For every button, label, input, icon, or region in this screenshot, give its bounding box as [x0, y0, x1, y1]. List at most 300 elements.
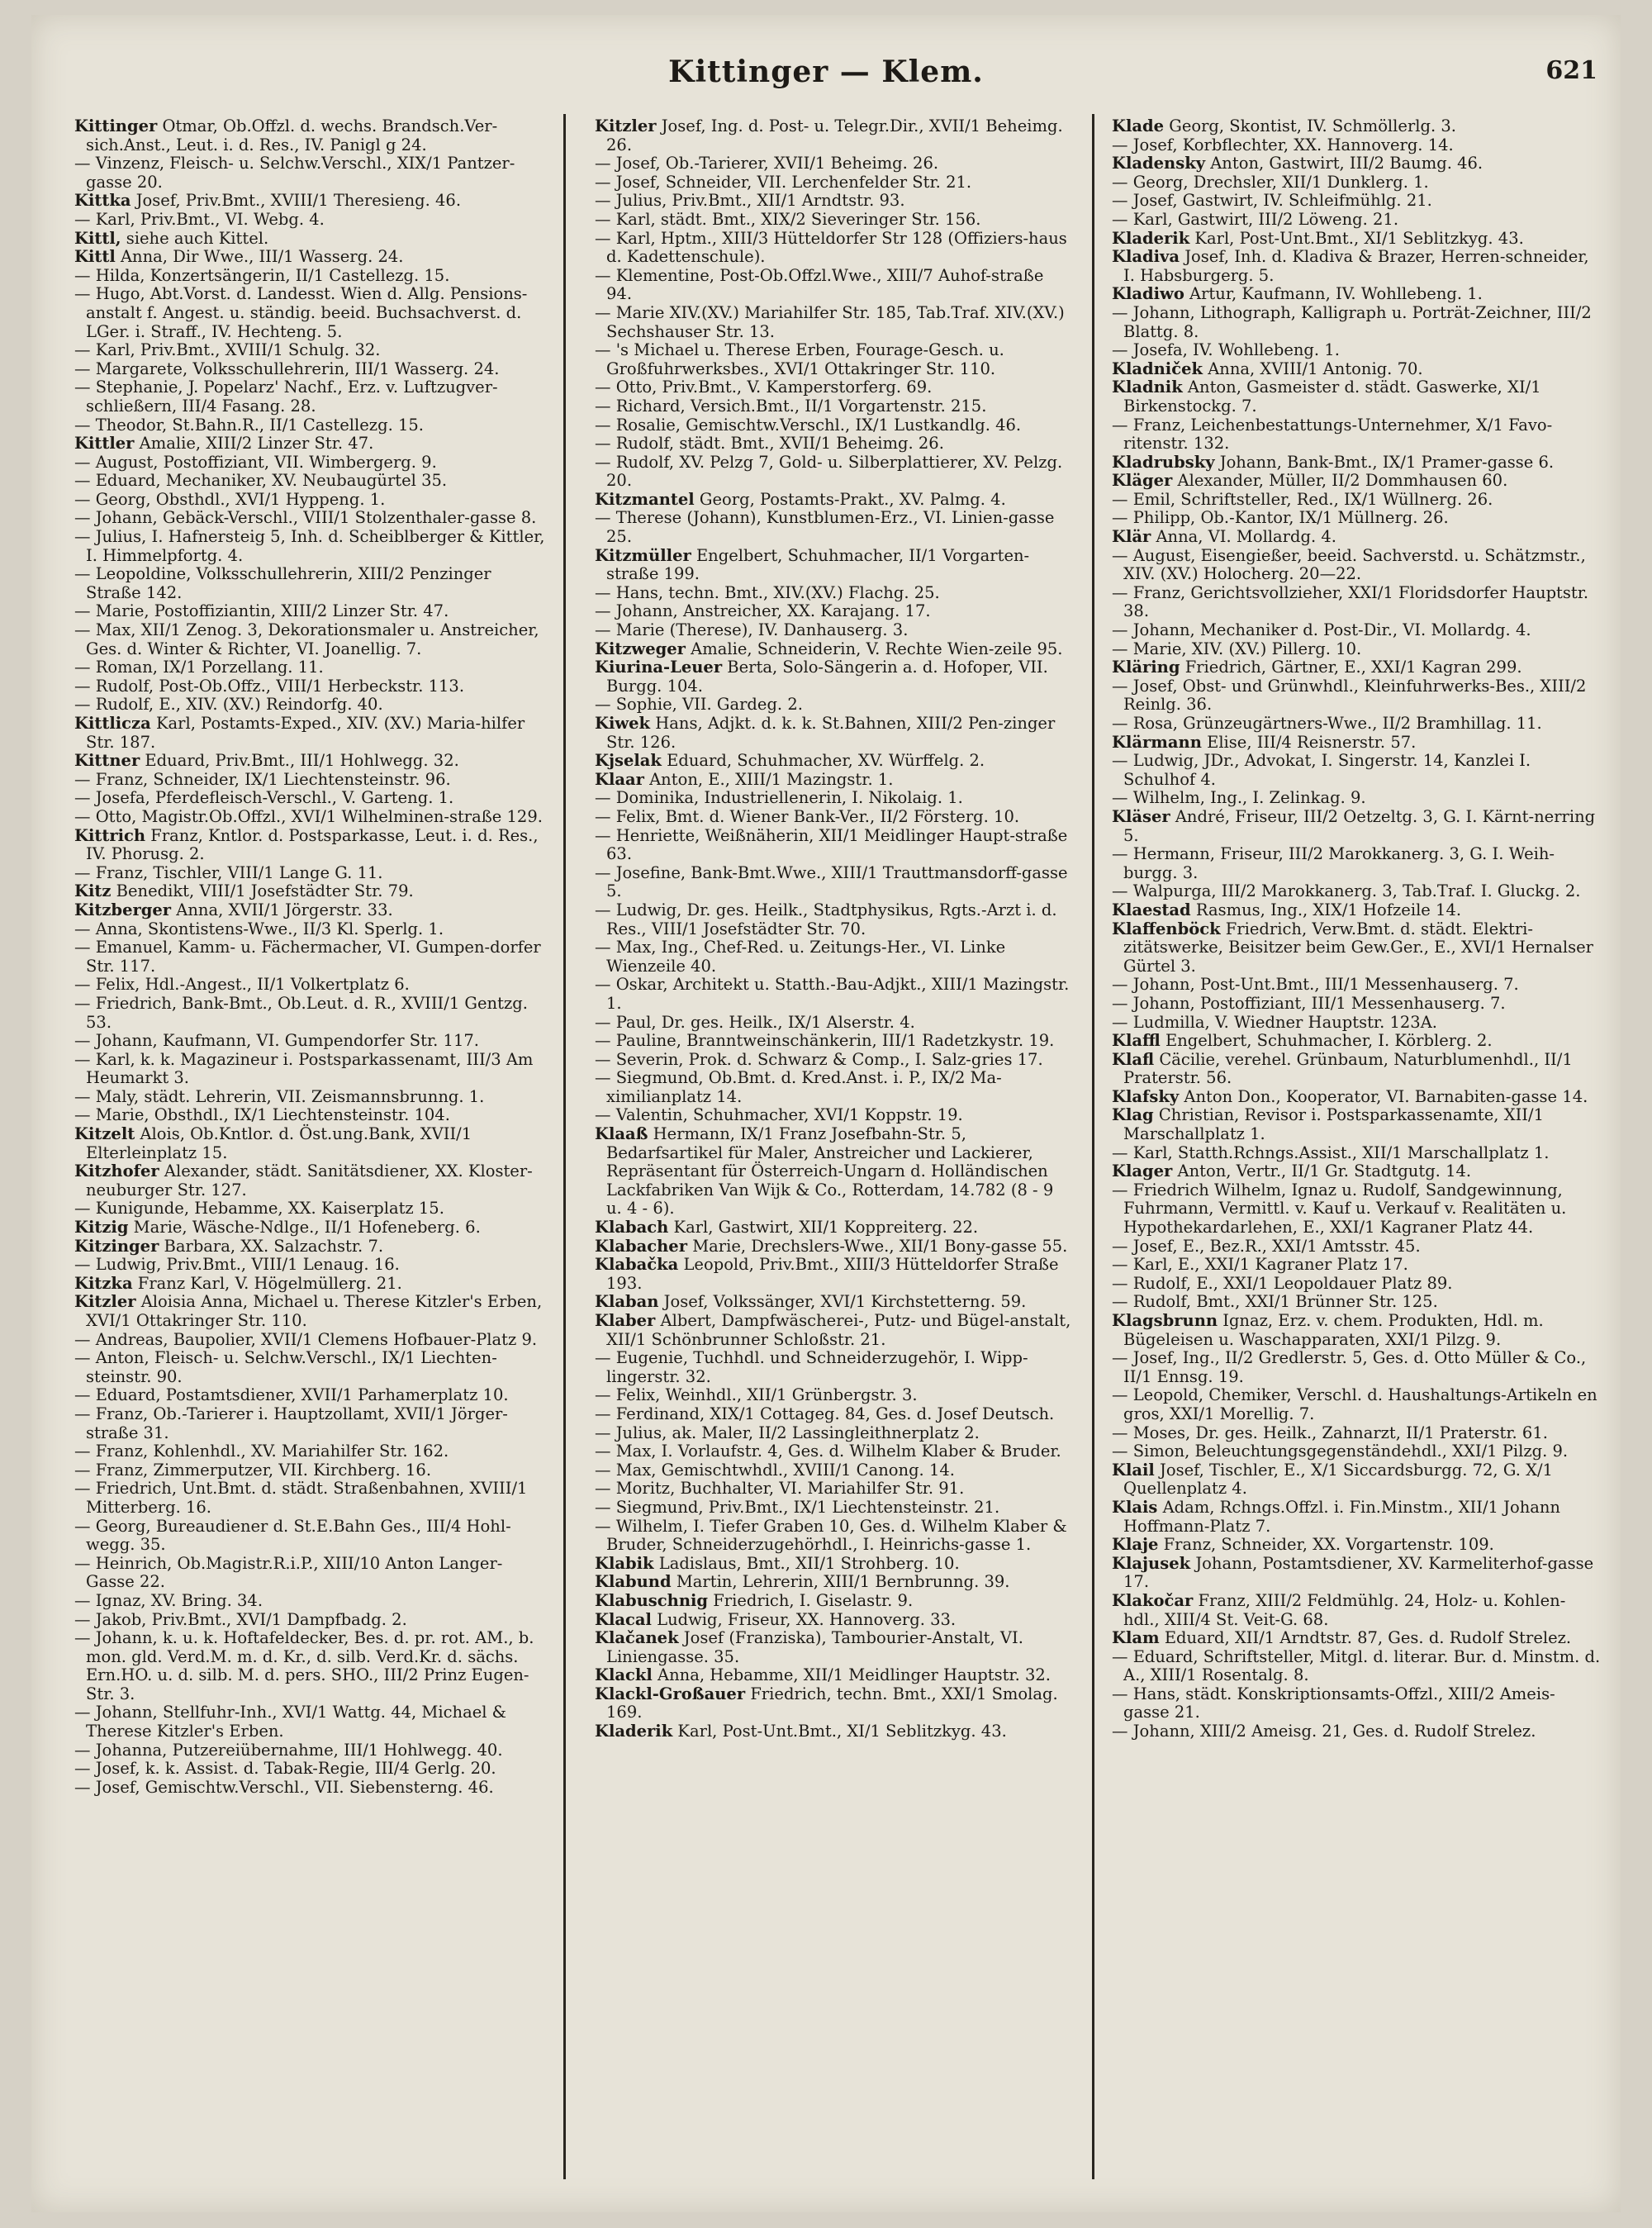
directory-entry: [74, 211, 545, 230]
entry-surname: Klag: [1112, 1105, 1154, 1125]
directory-entry: [1112, 230, 1601, 249]
entry-details: Friedrich, techn. Bmt., XXI/1 Smolag. 169.: [606, 1684, 1058, 1722]
directory-entry: [74, 602, 545, 621]
directory-entry: [74, 1461, 545, 1480]
entry-details: Amalie, Schneiderin, V. Rechte Wien-zeile 95.: [685, 639, 1063, 658]
entry-details: — Ludwig, Dr. ges. Heilk., Stadtphysikus, Rgts.-Arzt i. d. Res., VIII/1 Josefstädter Str. 70.: [595, 900, 1057, 938]
directory-column-3: [1112, 117, 1601, 2183]
entry-details: Adam, Rchngs.Offzl. i. Fin.Minstm., XII/1 Johann Hoffmann-Platz 7.: [1123, 1497, 1560, 1536]
entry-surname: Klafsky: [1112, 1086, 1180, 1106]
entry-details: Johann, Postamtsdiener, XV. Karmeliterhof-gasse 17.: [1123, 1553, 1594, 1592]
directory-entry: [1112, 1536, 1601, 1555]
directory-entry: [1112, 1722, 1601, 1741]
directory-entry: [595, 1555, 1074, 1574]
entry-surname: Kitzka: [74, 1273, 133, 1293]
page-number: 621: [1545, 56, 1597, 85]
entry-details: — Emanuel, Kamm- u. Fächermacher, VI. Gumpen-dorfer Str. 117.: [74, 938, 541, 976]
entry-details: — Rudolf, Post-Ob.Offz., VIII/1 Herbeckstr. 113.: [74, 676, 465, 696]
directory-entry: [1112, 1256, 1601, 1275]
entry-details: — Marie, Obsthdl., IX/1 Liechtensteinstr. 104.: [74, 1105, 450, 1125]
entry-details: Josef, Volkssänger, XVI/1 Kirchstetterng. 59.: [658, 1292, 1027, 1312]
running-head: Kittinger — Klem.: [668, 55, 984, 89]
entry-surname: Kitzhofer: [74, 1162, 159, 1181]
entry-details: — Therese (Johann), Kunstblumen-Erz., VI. Linien-gasse 25.: [595, 508, 1055, 547]
entry-details: — Rudolf, Bmt., XXI/1 Brünner Str. 125.: [1112, 1292, 1438, 1312]
entry-details: — Klementine, Post-Ob.Offzl.Wwe., XIII/7 Auhof-straße 94.: [595, 265, 1044, 304]
directory-entry: [595, 1499, 1074, 1518]
directory-entry: [74, 995, 545, 1032]
entry-details: — Valentin, Schuhmacher, XVI/1 Koppstr. 19.: [595, 1105, 963, 1125]
entry-details: Josef, Inh. d. Kladiva & Brazer, Herren-schneider, I. Habsburgerg. 5.: [1123, 247, 1589, 285]
directory-entry: [1112, 1106, 1601, 1143]
entry-details: — Eduard, Postamtsdiener, XVII/1 Parhamerplatz 10.: [74, 1385, 509, 1405]
entry-details: — Roman, IX/1 Porzellang. 11.: [74, 658, 324, 677]
entry-details: Friedrich, Gärtner, E., XXI/1 Kagran 299.: [1180, 658, 1522, 677]
entry-details: — Richard, Versich.Bmt., II/1 Vorgartenstr. 215.: [595, 396, 987, 416]
entry-details: — Johann, Post-Unt.Bmt., III/1 Messenhauserg. 7.: [1112, 975, 1519, 995]
entry-details: — Josef, Gastwirt, IV. Schleifmühlg. 21.: [1112, 191, 1432, 211]
entry-details: — Josefa, Pferdefleisch-Verschl., V. Garteng. 1.: [74, 788, 454, 808]
entry-surname: Kitzelt: [74, 1124, 135, 1144]
entry-details: — Emil, Schriftsteller, Red., IX/1 Wüllnerg. 26.: [1112, 489, 1493, 509]
directory-entry: [1112, 1442, 1601, 1461]
directory-entry: [595, 1461, 1074, 1480]
entry-details: — Georg, Drechsler, XII/1 Dunklerg. 1.: [1112, 172, 1429, 192]
entry-details: Friedrich, I. Giselastr. 9.: [708, 1590, 914, 1610]
directory-entry: [595, 1069, 1074, 1106]
entry-surname: Kittinger: [74, 117, 158, 135]
directory-entry: [595, 1312, 1074, 1349]
entry-details: — Philipp, Ob.-Kantor, IX/1 Müllnerg. 26.: [1112, 508, 1449, 528]
directory-entry: [74, 1238, 545, 1257]
entry-surname: Klaar: [595, 769, 644, 789]
directory-entry: [74, 360, 545, 379]
directory-entry: [595, 378, 1074, 397]
directory-entry: [1112, 192, 1601, 211]
directory-entry: [74, 1125, 545, 1162]
directory-entry: [74, 771, 545, 790]
entry-surname: Kiwek: [595, 714, 651, 733]
entry-surname: Kladerik: [595, 1722, 673, 1741]
directory-entry: [74, 696, 545, 715]
entry-details: — Ignaz, XV. Bring. 34.: [74, 1590, 263, 1610]
directory-entry: [595, 621, 1074, 640]
entry-details: — Felix, Hdl.-Angest., II/1 Volkertplatz 6.: [74, 975, 410, 995]
directory-entry: [595, 435, 1074, 454]
entry-details: — Felix, Weinhdl., XII/1 Grünbergstr. 3.: [595, 1385, 918, 1405]
directory-entry: [74, 1106, 545, 1125]
directory-entry: [595, 789, 1074, 808]
entry-surname: Klabund: [595, 1572, 672, 1592]
entry-details: — Josef, Ing., II/2 Gredlerstr. 5, Ges. d. Otto Müller & Co., II/1 Ennsg. 19.: [1112, 1348, 1587, 1386]
entry-details: Georg, Skontist, IV. Schmöllerlg. 3.: [1164, 117, 1456, 135]
directory-entry: [74, 1386, 545, 1405]
directory-entry: [1112, 789, 1601, 808]
directory-entry: [74, 1088, 545, 1107]
directory-entry: [1112, 1144, 1601, 1163]
entry-details: Christian, Revisor i. Postsparkassenamte, XII/1 Marschallplatz 1.: [1123, 1105, 1544, 1144]
entry-details: Aloisia Anna, Michael u. Therese Kitzler's Erben, XVI/1 Ottakringer Str. 110.: [86, 1292, 543, 1330]
entry-surname: Kjselak: [595, 751, 662, 771]
entry-details: Franz Karl, V. Högelmüllerg. 21.: [132, 1273, 402, 1293]
directory-entry: [595, 416, 1074, 435]
entry-surname: Kitzmantel: [595, 489, 695, 509]
directory-entry: [74, 1741, 545, 1760]
directory-entry: [74, 416, 545, 435]
directory-entry: [1112, 845, 1601, 882]
entry-details: — Rosalie, Gemischtw.Verschl., IX/1 Lustkandlg. 46.: [595, 415, 1022, 435]
entry-details: Marie, Drechslers-Wwe., XII/1 Bony-gasse 55.: [687, 1236, 1068, 1256]
directory-entry: [595, 454, 1074, 491]
entry-surname: Klaje: [1112, 1535, 1159, 1555]
entry-details: Anton, Gastwirt, III/2 Baumg. 46.: [1205, 154, 1483, 173]
directory-entry: [74, 1331, 545, 1350]
entry-details: Benedikt, VIII/1 Josefstädter Str. 79.: [111, 881, 414, 901]
directory-entry: [74, 491, 545, 510]
entry-surname: Kitzler: [74, 1292, 136, 1312]
entry-details: — Franz, Gerichtsvollzieher, XXI/1 Floridsdorfer Hauptstr. 38.: [1112, 582, 1589, 621]
entry-details: Anton Don., Kooperator, VI. Barnabiten-gasse 14.: [1179, 1086, 1588, 1106]
entry-surname: Kittler: [74, 434, 135, 454]
directory-entry: [595, 658, 1074, 696]
directory-entry: [1112, 416, 1601, 454]
entry-surname: Klabach: [595, 1218, 669, 1238]
directory-entry: [595, 1592, 1074, 1611]
directory-entry: [1112, 621, 1601, 640]
entry-details: Alexander, Müller, II/2 Dommhausen 60.: [1172, 471, 1508, 491]
entry-details: — Johann, Lithograph, Kalligraph u. Porträt-Zeichner, III/2 Blattg. 8.: [1112, 302, 1592, 341]
directory-entry: [74, 789, 545, 808]
directory-entry: [595, 547, 1074, 584]
entry-details: — Julius, I. Hafnersteig 5, Inh. d. Scheiblberger & Kittler, I. Himmelpfortg. 4.: [74, 527, 545, 565]
entry-details: — Marie XIV.(XV.) Mariahilfer Str. 185, Tab.Traf. XIV.(XV.) Sechshauser Str. 13.: [595, 302, 1065, 341]
directory-entry: [1112, 248, 1601, 285]
directory-entry: [74, 1405, 545, 1442]
directory-entry: [595, 211, 1074, 230]
directory-entry: [1112, 341, 1601, 360]
entry-details: — Johann, Gebäck-Verschl., VIII/1 Stolzenthaler-gasse 8.: [74, 508, 537, 528]
entry-surname: Klacal: [595, 1609, 652, 1629]
entry-details: — Franz, Schneider, IX/1 Liechtensteinstr. 96.: [74, 769, 451, 789]
entry-details: — August, Postoffiziant, VII. Wimbergerg. 9.: [74, 452, 437, 472]
entry-details: Anna, Hebamme, XII/1 Meidlinger Hauptstr. 32.: [652, 1665, 1051, 1685]
directory-entry: [1112, 304, 1601, 341]
directory-entry: [1112, 211, 1601, 230]
entry-surname: Klais: [1112, 1497, 1158, 1517]
entry-details: Leopold, Priv.Bmt., XIII/3 Hütteldorfer Straße 193.: [606, 1255, 1059, 1293]
entry-details: — Franz, Ob.-Tarierer i. Hauptzollamt, XVII/1 Jörger-straße 31.: [74, 1404, 508, 1442]
directory-entry: [74, 267, 545, 286]
entry-surname: Klackl: [595, 1665, 653, 1685]
directory-entry: [595, 1219, 1074, 1238]
entry-details: — Marie, Postoffiziantin, XIII/2 Linzer Str. 47.: [74, 601, 449, 621]
directory-entry: [74, 1219, 545, 1238]
entry-surname: Klabacher: [595, 1236, 687, 1256]
directory-entry: [595, 1238, 1074, 1257]
directory-entry: [74, 1442, 545, 1461]
directory-entry: [1112, 882, 1601, 901]
directory-entry: [1112, 1181, 1601, 1238]
directory-column-1: [74, 117, 545, 2183]
entry-details: Alois, Ob.Kntlor. d. Öst.ung.Bank, XVII/1 Elterleinplatz 15.: [86, 1124, 472, 1162]
entry-surname: Klabuschnig: [595, 1590, 709, 1610]
entry-details: Ladislaus, Bmt., XII/1 Strohberg. 10.: [653, 1553, 960, 1573]
directory-entry: [595, 1685, 1074, 1722]
directory-entry: [595, 117, 1074, 154]
entry-details: — Karl, Priv.Bmt., VI. Webg. 4.: [74, 209, 325, 229]
entry-details: — Hugo, Abt.Vorst. d. Landesst. Wien d. Allg. Pensions-anstalt f. Angest. u. ständig. beeid. Buchsachverst. d. LGer. i. Straff., IV. Hechteng. 5.: [74, 284, 528, 341]
directory-entry: [74, 230, 545, 249]
entry-details: Anna, XVIII/1 Antonig. 70.: [1203, 359, 1423, 378]
entry-details: Berta, Solo-Sängerin a. d. Hofoper, VII. Burgg. 104.: [606, 658, 1048, 696]
directory-entry: [1112, 1555, 1601, 1592]
directory-entry: [1112, 640, 1601, 659]
entry-details: Ignaz, Erz. v. chem. Produkten, Hdl. m. Bügeleisen u. Waschapparaten, XXI/1 Pilzg. 9.: [1123, 1311, 1544, 1349]
directory-entry: [1112, 1312, 1601, 1349]
column-rule: [1092, 114, 1094, 2179]
entry-details: — Maly, städt. Lehrerin, VII. Zeismannsbrunng. 1.: [74, 1086, 485, 1106]
directory-entry: [1112, 1349, 1601, 1386]
entry-details: Eduard, Priv.Bmt., III/1 Hohlwegg. 32.: [140, 751, 459, 771]
directory-entry: [595, 1611, 1074, 1630]
directory-entry: [1112, 1592, 1601, 1629]
entry-details: — Johann, Postoffiziant, III/1 Messenhauserg. 7.: [1112, 993, 1506, 1013]
entry-details: — Josef, E., Bez.R., XXI/1 Amtsstr. 45.: [1112, 1236, 1421, 1256]
directory-entry: [595, 1573, 1074, 1592]
entry-details: — Friedrich, Unt.Bmt. d. städt. Straßenbahnen, XVIII/1 Mitterberg. 16.: [74, 1479, 528, 1517]
directory-entry: [595, 1722, 1074, 1741]
entry-details: — Johann, Kaufmann, VI. Gumpendorfer Str. 117.: [74, 1031, 479, 1051]
entry-details: — Simon, Beleuchtungsgegenständehdl., XXI/1 Pilzg. 9.: [1112, 1442, 1569, 1461]
entry-details: Franz, Schneider, XX. Vorgartenstr. 109.: [1158, 1535, 1494, 1555]
entry-details: — Sophie, VII. Gardeg. 2.: [595, 695, 803, 715]
directory-entry: [1112, 584, 1601, 621]
entry-details: Hans, Adjkt. d. k. k. St.Bahnen, XIII/2 Pen-zinger Str. 126.: [606, 714, 1056, 752]
directory-entry: [74, 1480, 545, 1517]
entry-details: — Johann, XIII/2 Ameisg. 21, Ges. d. Rudolf Strelez.: [1112, 1722, 1536, 1741]
directory-entry: [1112, 1629, 1601, 1648]
entry-surname: Kitzler: [595, 117, 657, 135]
entry-surname: Klabačka: [595, 1255, 679, 1275]
directory-entry: [74, 472, 545, 491]
entry-details: Elise, III/4 Reisnerstr. 57.: [1201, 732, 1417, 752]
entry-surname: Klaffenböck: [1112, 919, 1221, 938]
entry-details: — Pauline, Branntweinschänkerin, III/1 Radetzkystr. 19.: [595, 1031, 1055, 1051]
entry-surname: Kittrich: [74, 825, 146, 845]
directory-entry: [595, 341, 1074, 378]
entry-details: — Hermann, Friseur, III/2 Marokkanerg. 3, G. I. Weih-burgg. 3.: [1112, 844, 1555, 882]
entry-details: — Rosa, Grünzeugärtners-Wwe., II/2 Bramhillag. 11.: [1112, 714, 1542, 733]
entry-details: — Margarete, Volksschullehrerin, III/1 Wasserg. 24.: [74, 359, 500, 378]
directory-entry: [74, 827, 545, 864]
entry-details: Ludwig, Friseur, XX. Hannoverg. 33.: [651, 1609, 957, 1629]
entry-surname: Kitzinger: [74, 1236, 159, 1256]
entry-details: — Josefine, Bank-Bmt.Wwe., XIII/1 Trauttmansdorff-gasse 5.: [595, 862, 1068, 901]
directory-entry: [74, 1518, 545, 1555]
entry-details: Artur, Kaufmann, IV. Wohllebeng. 1.: [1184, 284, 1483, 304]
entry-details: — Johann, Stellfuhr-Inh., XVI/1 Wattg. 44, Michael & Therese Kitzler's Erben.: [74, 1703, 507, 1741]
entry-details: siehe auch Kittel.: [121, 228, 269, 248]
directory-entry: [74, 1200, 545, 1219]
directory-entry: [74, 621, 545, 658]
entry-details: — Oskar, Architekt u. Statth.-Bau-Adjkt., XIII/1 Mazingstr. 1.: [595, 975, 1070, 1013]
entry-details: Albert, Dampfwäscherei-, Putz- und Bügel-anstalt, XII/1 Schönbrunner Schloßstr. 21.: [606, 1311, 1071, 1349]
directory-entry: [1112, 360, 1601, 379]
directory-entry: [1112, 378, 1601, 416]
entry-details: — Josef, k. k. Assist. d. Tabak-Regie, III/4 Gerlg. 20.: [74, 1759, 496, 1779]
entry-details: — Johann, k. u. k. Hoftafeldecker, Bes. d. pr. rot. AM., b. mon. gld. Verd.M. m. d. Kr., d. silb. Verd.Kr. d. sächs. Ern.HO. u. d. silb. M. d. pers. SHO., III/2 Prinz Eugen-Str. 3.: [74, 1628, 534, 1703]
entry-surname: Kittner: [74, 751, 140, 771]
directory-entry: [595, 1386, 1074, 1405]
directory-entry: [1112, 1088, 1601, 1107]
entry-surname: Kladnik: [1112, 378, 1183, 397]
directory-entry: [74, 528, 545, 565]
directory-entry: [74, 1629, 545, 1703]
directory-entry: [595, 976, 1074, 1013]
directory-entry: [1112, 1424, 1601, 1443]
entry-details: — Vinzenz, Fleisch- u. Selchw.Verschl., XIX/1 Pantzer-gasse 20.: [74, 154, 515, 192]
entry-surname: Klail: [1112, 1460, 1155, 1480]
entry-details: Martin, Lehrerin, XIII/1 Bernbrunng. 39.: [671, 1572, 1010, 1592]
entry-surname: Klaber: [595, 1311, 656, 1330]
entry-surname: Klärmann: [1112, 732, 1202, 752]
entry-details: — Henriette, Weißnäherin, XII/1 Meidlinger Haupt-straße 63.: [595, 825, 1068, 864]
directory-entry: [74, 117, 545, 154]
directory-entry: [1112, 1275, 1601, 1294]
entry-surname: Kitzig: [74, 1218, 129, 1238]
entry-details: — Johann, Mechaniker d. Post-Dir., VI. Mollardg. 4.: [1112, 620, 1531, 640]
directory-entry: [74, 882, 545, 901]
directory-entry: [595, 1051, 1074, 1070]
entry-details: Friedrich, Verw.Bmt. d. städt. Elektri-zitätswerke, Beisitzer beim Gew.Ger., E., XVI/1 Hernalser Gürtel 3.: [1123, 919, 1594, 976]
entry-details: Anna, Dir Wwe., III/1 Wasserg. 24.: [115, 247, 404, 267]
directory-entry: [74, 285, 545, 341]
entry-details: — Paul, Dr. ges. Heilk., IX/1 Alserstr. 4.: [595, 1012, 915, 1032]
entry-details: — Heinrich, Ob.Magistr.R.i.P., XIII/10 Anton Langer-Gasse 22.: [74, 1553, 503, 1592]
directory-entry: [74, 715, 545, 752]
directory-entry: [74, 864, 545, 883]
entry-surname: Klaestad: [1112, 900, 1191, 919]
entry-details: — Moses, Dr. ges. Heilk., Zahnarzt, II/1 Praterstr. 61.: [1112, 1423, 1548, 1442]
entry-details: Hermann, IX/1 Franz Josefbahn-Str. 5, Bedarfsartikel für Maler, Anstreicher und Lackierer, Repräsentant für Österreich-Ungarn d. Holländischen Lackfabriken Van Wijk & Co., Rotterdam, 14.782 (8 - 9 u. 4 - 6).: [606, 1124, 1054, 1219]
directory-entry: [74, 454, 545, 473]
entry-details: Barbara, XX. Salzachstr. 7.: [159, 1236, 384, 1256]
directory-entry: [595, 397, 1074, 416]
directory-entry: [74, 1293, 545, 1330]
directory-entry: [595, 1666, 1074, 1685]
entry-details: Anna, VI. Mollardg. 4.: [1151, 527, 1336, 547]
entry-surname: Klajusek: [1112, 1553, 1191, 1573]
entry-details: — Rudolf, städt. Bmt., XVII/1 Beheimg. 26.: [595, 434, 944, 454]
directory-entry: [595, 1349, 1074, 1386]
directory-entry: [1112, 547, 1601, 584]
directory-entry: [595, 1424, 1074, 1443]
directory-entry: [1112, 1032, 1601, 1051]
entry-details: Eduard, XII/1 Arndtstr. 87, Ges. d. Rudolf Strelez.: [1159, 1628, 1572, 1648]
entry-details: — Georg, Obsthdl., XVI/1 Hyppeng. 1.: [74, 489, 386, 509]
directory-entry: [1112, 136, 1601, 155]
directory-entry: [595, 808, 1074, 827]
entry-details: Josef, Priv.Bmt., XVIII/1 Theresieng. 46.: [131, 191, 462, 211]
entry-details: — Hilda, Konzertsängerin, II/1 Castellezg. 15.: [74, 265, 450, 285]
entry-details: — Leopoldine, Volksschullehrerin, XIII/2 Penzinger Straße 142.: [74, 564, 491, 602]
directory-entry: [1112, 1499, 1601, 1536]
directory-entry: [1112, 1461, 1601, 1499]
directory-entry: [595, 267, 1074, 304]
entry-details: — Julius, Priv.Bmt., XII/1 Arndtstr. 93.: [595, 191, 905, 211]
entry-surname: Kiurina-Leuer: [595, 658, 723, 677]
entry-surname: Kitzberger: [74, 900, 172, 919]
directory-entry: [74, 938, 545, 976]
directory-entry: [74, 1760, 545, 1779]
directory-entry: [74, 248, 545, 267]
entry-surname: Klabik: [595, 1553, 654, 1573]
entry-surname: Klaban: [595, 1292, 659, 1312]
entry-details: Josef, Ing. d. Post- u. Telegr.Dir., XVII/1 Beheimg. 26.: [606, 117, 1063, 154]
directory-entry: [1112, 976, 1601, 995]
directory-entry: [1112, 901, 1601, 920]
directory-entry: [74, 1275, 545, 1294]
directory-entry: [1112, 920, 1601, 976]
entry-surname: Kittl,: [74, 228, 121, 248]
directory-entry: [595, 1480, 1074, 1499]
entry-details: — Karl, Priv.Bmt., XVIII/1 Schulg. 32.: [74, 340, 381, 360]
entry-details: Anna, XVII/1 Jörgerstr. 33.: [171, 900, 393, 919]
directory-entry: [74, 920, 545, 939]
directory-entry: [74, 341, 545, 360]
directory-entry: [74, 1256, 545, 1275]
entry-surname: Klakočar: [1112, 1590, 1194, 1610]
entry-details: Josef (Franziska), Tambourier-Anstalt, VI. Liniengasse. 35.: [606, 1628, 1023, 1666]
entry-details: — Moritz, Buchhalter, VI. Mariahilfer Str. 91.: [595, 1479, 965, 1499]
directory-entry: [1112, 715, 1601, 734]
entry-details: — Karl, E., XXI/1 Kagraner Platz 17.: [1112, 1255, 1408, 1275]
entry-details: — Julius, ak. Maler, II/2 Lassingleithnerplatz 2.: [595, 1423, 980, 1442]
entry-details: — Karl, städt. Bmt., XIX/2 Sieveringer Str. 156.: [595, 209, 981, 229]
entry-details: — Ludwig, JDr., Advokat, I. Singerstr. 14, Kanzlei I. Schulhof 4.: [1112, 751, 1531, 789]
entry-details: — Josef, Schneider, VII. Lerchenfelder Str. 21.: [595, 172, 972, 192]
directory-entry: [74, 509, 545, 528]
entry-details: Alexander, städt. Sanitätsdiener, XX. Kloster-neuburger Str. 127.: [86, 1162, 533, 1200]
directory-entry: [1112, 808, 1601, 845]
directory-entry: [1112, 173, 1601, 192]
entry-details: — Siegmund, Priv.Bmt., IX/1 Liechtensteinstr. 21.: [595, 1497, 1000, 1517]
entry-details: Engelbert, Schuhmacher, II/1 Vorgarten-straße 199.: [606, 545, 1030, 584]
entry-details: Anton, Gasmeister d. städt. Gaswerke, XI/1 Birkenstockg. 7.: [1123, 378, 1541, 416]
directory-entry: [595, 602, 1074, 621]
directory-entry: [595, 864, 1074, 901]
directory-entry: [1112, 154, 1601, 173]
directory-entry: [74, 976, 545, 995]
entry-details: — Max, XII/1 Zenog. 3, Dekorationsmaler u. Anstreicher, Ges. d. Winter & Richter, VI. Joanellig. 7.: [74, 620, 539, 658]
entry-details: — Franz, Zimmerputzer, VII. Kirchberg. 16.: [74, 1460, 432, 1480]
entry-details: — Otto, Priv.Bmt., V. Kamperstorferg. 69.: [595, 378, 933, 397]
directory-entry: [1112, 995, 1601, 1014]
directory-entry: [1112, 528, 1601, 547]
directory-entry: [74, 192, 545, 211]
entry-details: Karl, Postamts-Exped., XIV. (XV.) Maria-hilfer Str. 187.: [86, 714, 525, 752]
entry-surname: Klade: [1112, 117, 1165, 135]
entry-surname: Klagsbrunn: [1112, 1311, 1218, 1330]
entry-surname: Kitzmüller: [595, 545, 691, 565]
entry-details: — Ferdinand, XIX/1 Cottageg. 84, Ges. d. Josef Deutsch.: [595, 1404, 1055, 1423]
entry-details: — Rudolf, E., XIV. (XV.) Reindorfg. 40.: [74, 695, 383, 715]
directory-entry: [74, 1051, 545, 1088]
entry-surname: Kladrubsky: [1112, 452, 1215, 472]
directory-entry: [595, 1293, 1074, 1312]
entry-surname: Klafl: [1112, 1049, 1155, 1069]
entry-details: — Karl, Gastwirt, III/2 Löweng. 21.: [1112, 209, 1399, 229]
